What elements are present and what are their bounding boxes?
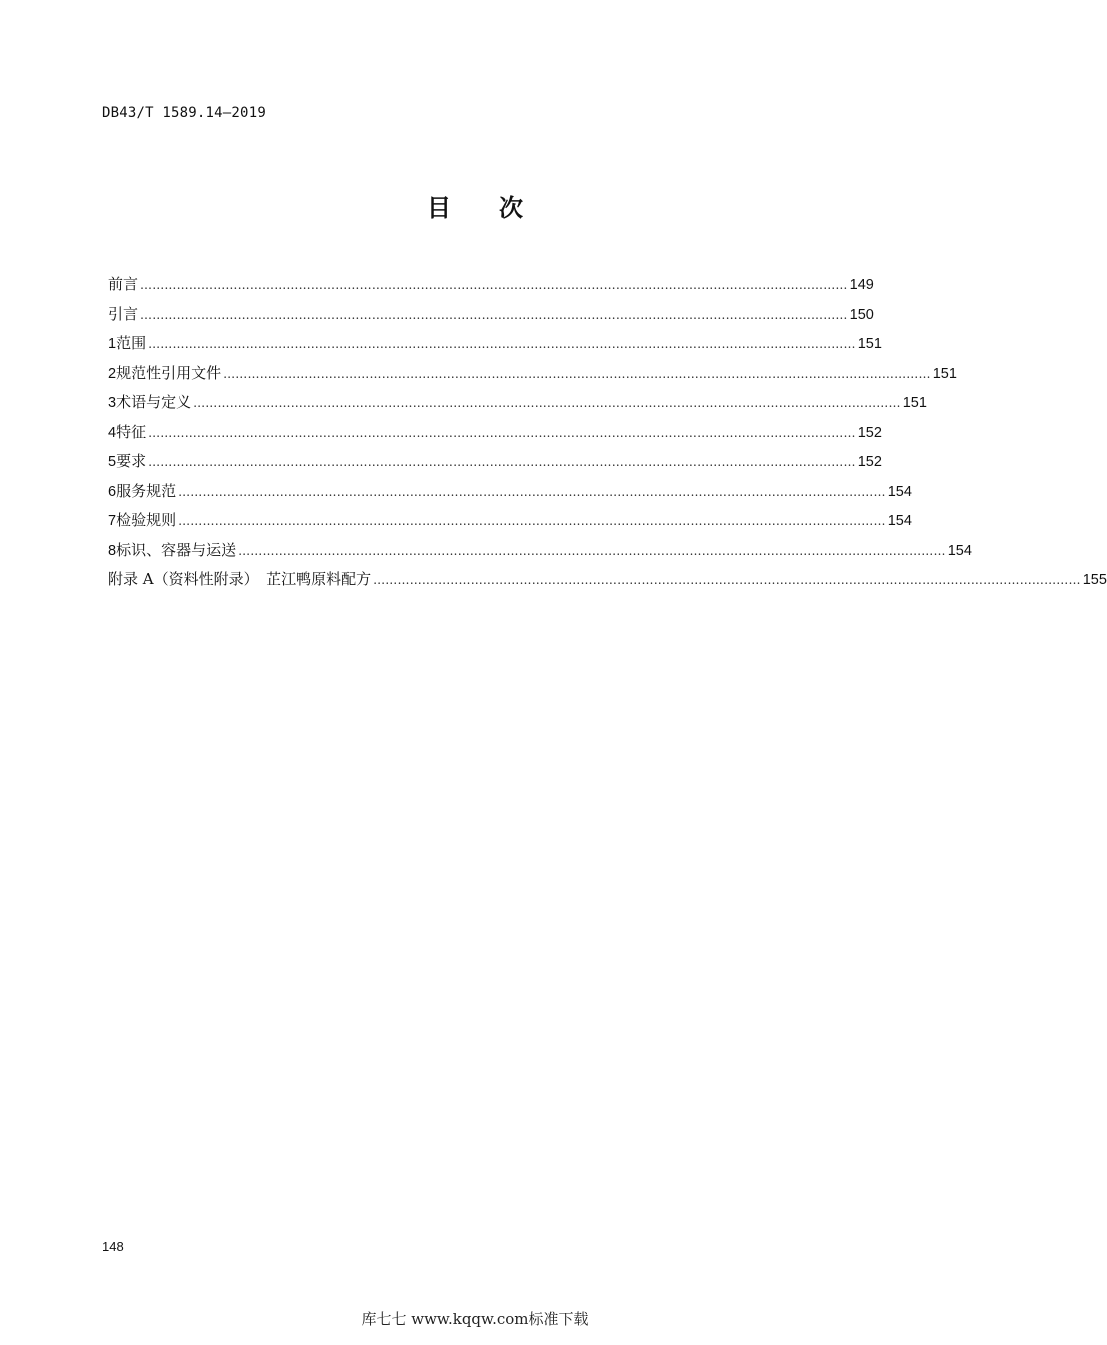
- toc-entry[interactable]: [108, 539, 972, 569]
- page-number: 148: [102, 1239, 124, 1254]
- toc-entry-page: 152: [857, 454, 882, 470]
- toc-entry-label: 要求: [116, 452, 147, 470]
- toc-leader-dots: …………………………………………………………………………………………………………………………………………………………: [148, 455, 856, 469]
- toc-entry-page: 154: [887, 483, 912, 500]
- toc-leader-dots: …………………………………………………………………………………………………………………………………………………………: [140, 307, 848, 322]
- toc-entry-label: 引言: [108, 304, 139, 323]
- toc-entry-label: 附录 A（资料性附录） 芷江鸭原料配方: [108, 570, 372, 588]
- toc-entry[interactable]: [108, 421, 882, 451]
- title-char-2: 次: [499, 194, 523, 222]
- toc-entry-label: 特征: [116, 422, 147, 441]
- toc-entry-number: 8: [108, 542, 117, 559]
- toc-leader-dots: …………………………………………………………………………………………………………………………………………………………: [148, 337, 856, 351]
- toc-entry[interactable]: [108, 480, 912, 510]
- toc-entry-page: 155: [1082, 572, 1107, 588]
- toc-entry-number: 7: [108, 513, 117, 529]
- table-of-contents: [108, 273, 1107, 598]
- footer-watermark-text: 库七七 www.kqqw.com标准下载: [361, 1310, 589, 1328]
- toc-entry-page: 151: [902, 395, 927, 411]
- toc-entry-label: 检验规则: [116, 511, 177, 529]
- toc-entry-label: 规范性引用文件: [116, 363, 222, 382]
- toc-entry-number: 6: [108, 483, 117, 500]
- toc-entry[interactable]: [108, 362, 957, 392]
- toc-entry-page: 154: [947, 542, 972, 559]
- toc-leader-dots: …………………………………………………………………………………………………………………………………………………………: [140, 278, 848, 292]
- toc-entry-page: 149: [849, 277, 874, 293]
- toc-leader-dots: …………………………………………………………………………………………………………………………………………………………: [178, 484, 886, 499]
- toc-entry[interactable]: [108, 391, 927, 421]
- toc-entry-label: 标识、容器与运送: [116, 540, 237, 559]
- toc-entry-label: 范围: [116, 334, 147, 352]
- toc-entry-label: 术语与定义: [116, 393, 192, 411]
- toc-entry-label: 服务规范: [116, 481, 177, 500]
- toc-entry[interactable]: [108, 568, 1107, 598]
- toc-entry[interactable]: [108, 273, 874, 303]
- toc-entry-number: 5: [108, 454, 117, 470]
- toc-entry[interactable]: [108, 332, 882, 362]
- toc-leader-dots: …………………………………………………………………………………………………………………………………………………………: [193, 396, 901, 410]
- toc-entry[interactable]: [108, 303, 874, 333]
- page-title: [0, 188, 950, 223]
- toc-entry-number: 3: [108, 395, 117, 411]
- toc-leader-dots: …………………………………………………………………………………………………………………………………………………………: [178, 514, 886, 528]
- toc-entry-number: 2: [108, 365, 117, 382]
- toc-entry-page: 151: [857, 336, 882, 352]
- toc-leader-dots: …………………………………………………………………………………………………………………………………………………………: [238, 543, 946, 558]
- toc-entry-page: 154: [887, 513, 912, 529]
- toc-leader-dots: …………………………………………………………………………………………………………………………………………………………: [148, 425, 856, 440]
- toc-entry[interactable]: [108, 509, 912, 539]
- toc-leader-dots: …………………………………………………………………………………………………………………………………………………………: [223, 366, 931, 381]
- toc-entry-label: 前言: [108, 275, 139, 293]
- toc-entry-page: 152: [857, 424, 882, 441]
- toc-entry-number: 4: [108, 424, 117, 441]
- toc-entry-number: 1: [108, 336, 117, 352]
- toc-entry[interactable]: [108, 450, 882, 480]
- document-code: DB43/T 1589.14—2019: [102, 105, 266, 121]
- toc-entry-page: 151: [932, 365, 957, 382]
- toc-leader-dots: …………………………………………………………………………………………………………………………………………………………: [373, 573, 1081, 587]
- toc-entry-page: 150: [849, 306, 874, 323]
- title-char-1: 目: [427, 194, 451, 222]
